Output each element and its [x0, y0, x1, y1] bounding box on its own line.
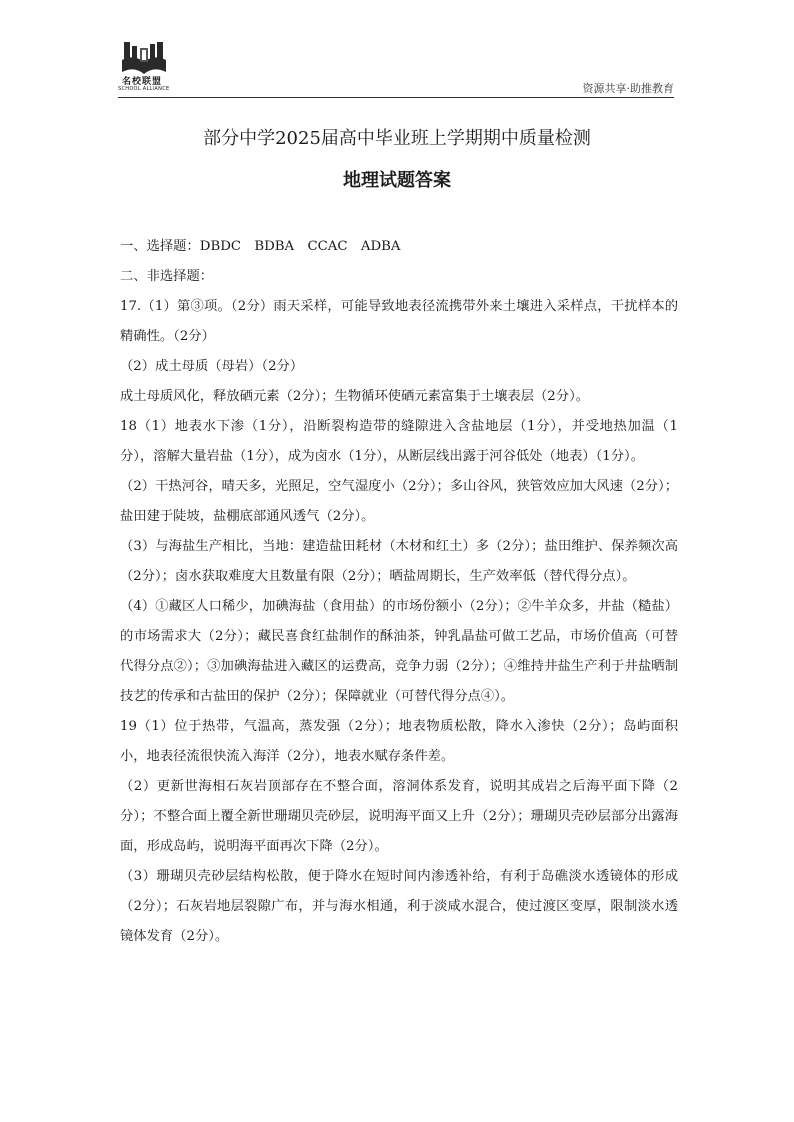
answer-paragraph: （2）干热河谷，晴天多，光照足，空气湿度小（2分）；多山谷风，狭管效应加大风速（2分）；盐田建于陡坡，盐棚底部通风透气（2分）。 [120, 479, 678, 524]
answer-paragraph: 二、非选择题： [120, 269, 214, 284]
answer-paragraph: 18（1）地表水下渗（1分），沿断裂构造带的缝隙进入含盐地层（1分），并受地热加温（1分），溶解大量岩盐（1分），成为卤水（1分），从断层线出露于河谷低处（地表）（1分）。 [120, 419, 678, 464]
answer-paragraph: （3）与海盐生产相比，当地：建造盐田耗材（木材和红土）多（2分）；盐田维护、保养频次高（2分）；卤水获取难度大且数量有限（2分）；晒盐周期长，生产效率低（替代得分点）。 [120, 539, 678, 584]
page-header [118, 40, 674, 96]
document-subtitle: 地理试题答案 [343, 170, 451, 191]
logo-chinese-text: 名校联盟 [122, 77, 163, 87]
answer-paragraph: （2）成土母质（母岩）（2分） [120, 359, 304, 374]
answer-paragraph: （3）珊瑚贝壳砂层结构松散，便于降水在短时间内渗透补给，有利于岛礁淡水透镜体的形成（2分）；石灰岩地层裂隙广布，并与海水相通，利于淡咸水混合，使过渡区变厚，限制淡水透镜体发育（2分）。 [120, 869, 678, 944]
header-slogan: 资源共享·助推教育 [582, 82, 674, 95]
answer-paragraph: （4）①藏区人口稀少，加碘海盐（食用盐）的市场份额小（2分）；②牛羊众多，井盐（糙盐）的市场需求大（2分）；藏民喜食红盐制作的酥油茶，钟乳晶盐可做工艺品，市场价值高（可替代得分点②）；③加碘海盐进入藏区的运费高，竞争力弱（2分）；④维持井盐生产利于井盐晒制技艺的传承和古盐田的保护（2分）；保障就业（可替代得分点④）。 [120, 599, 678, 704]
school-alliance-logo [118, 40, 178, 96]
answer-paragraph: 19（1）位于热带，气温高，蒸发强（2分）；地表物质松散，降水入渗快（2分）；岛屿面积小，地表径流很快流入海洋（2分），地表水赋存条件差。 [120, 719, 678, 764]
answer-paragraph: （2）更新世海相石灰岩顶部存在不整合面，溶洞体系发育，说明其成岩之后海平面下降（2分）；不整合面上覆全新世珊瑚贝壳砂层，说明海平面又上升（2分）；珊瑚贝壳砂层部分出露海面，形成岛屿，说明海平面再次下降（2分）。 [120, 779, 678, 854]
answer-paragraph: 一、选择题：DBDC BDBA CCAC ADBA [120, 239, 401, 254]
logo-english-text: SCHOOL ALLIANCE [118, 86, 170, 92]
answer-content [120, 232, 678, 952]
open-book-logo-icon [120, 40, 168, 76]
answer-paragraph: 17.（1）第③项。（2分）雨天采样，可能导致地表径流携带外来土壤进入采样点，干扰样本的精确性。（2分） [120, 299, 678, 344]
header-divider [118, 97, 674, 98]
document-title: 部分中学2025届高中毕业班上学期期中质量检测 [203, 128, 591, 149]
answer-paragraph: 成土母质风化，释放硒元素（2分）；生物循环使硒元素富集于土壤表层（2分）。 [120, 389, 590, 404]
